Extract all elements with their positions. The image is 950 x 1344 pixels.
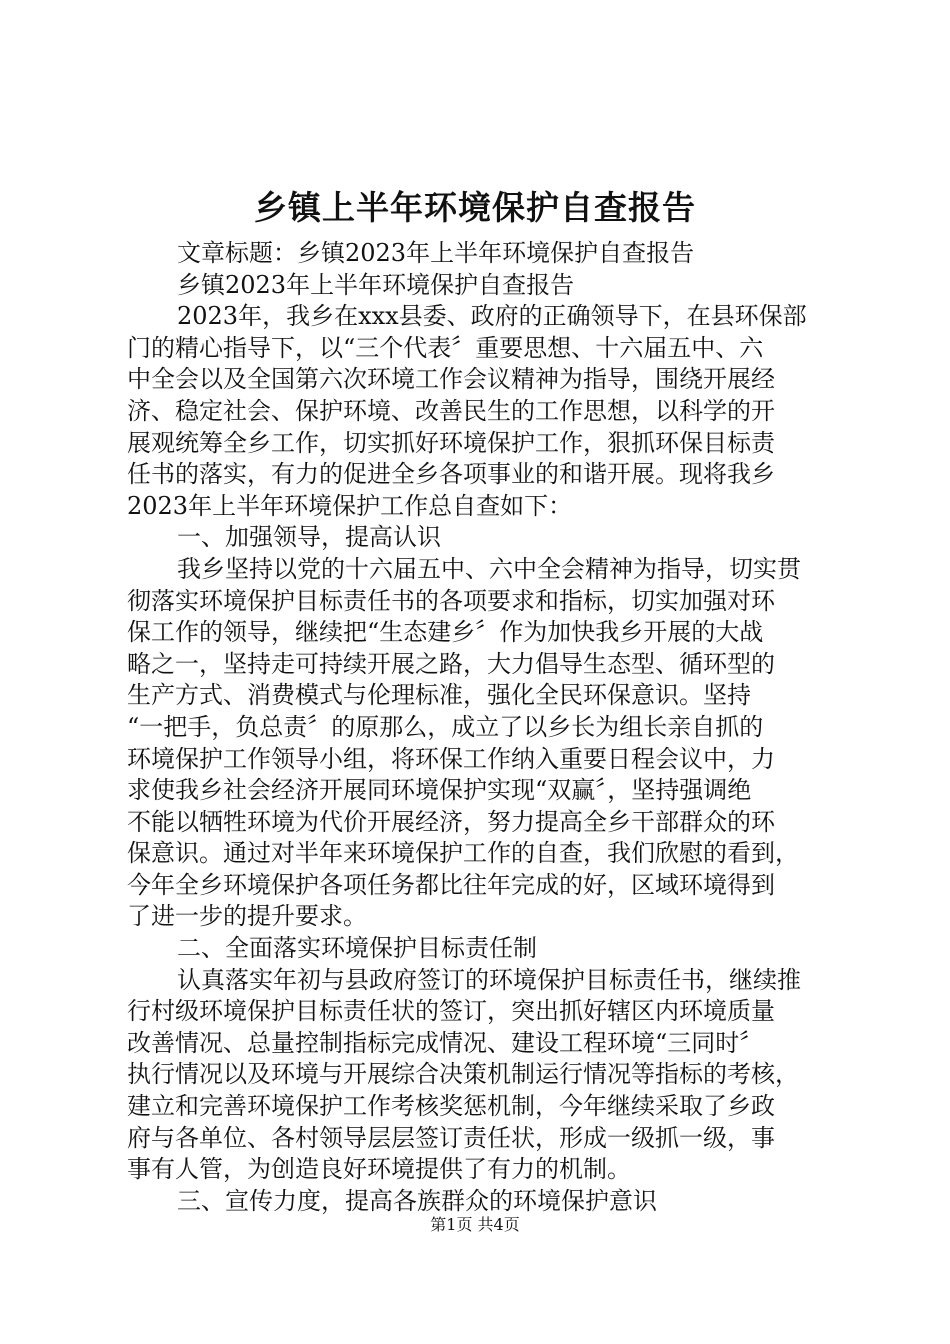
text-line: 门的精心指导下，以“三个代表〞重要思想、十六届五中、六 (127, 333, 764, 362)
text-line: 了进一步的提升要求。 (127, 902, 367, 931)
text-line: 任书的落实，有力的促进全乡各项事业的和谐开展。现将我乡 (127, 460, 775, 489)
text-line: 彻落实环境保护目标责任书的各项要求和指标，切实加强对环 (127, 586, 775, 615)
text-line: 2023年上半年环境保护工作总自查如下： (127, 491, 573, 520)
text-line: 今年全乡环境保护各项任务都比往年完成的好，区域环境得到 (127, 870, 775, 899)
text-line: 认真落实年初与县政府签订的环境保护目标责任书，继续推 (177, 965, 801, 994)
text-line: 乡镇2023年上半年环境保护自查报告 (177, 270, 575, 299)
text-line: 执行情况以及环境与开展综合决策机制运行情况等指标的考核， (127, 1060, 799, 1089)
text-line: 我乡坚持以党的十六届五中、六中全会精神为指导，切实贯 (177, 554, 801, 583)
text-line: 济、稳定社会、保护环境、改善民生的工作思想，以科学的开 (127, 396, 775, 425)
text-line: 事有人管，为创造良好环境提供了有力的机制。 (127, 1155, 631, 1184)
text-line: 求使我乡社会经济开展同环境保护实现“双赢〞，坚持强调绝 (127, 776, 752, 805)
document-title: 乡镇上半年环境保护自查报告 (254, 188, 696, 227)
document-body (127, 238, 847, 1217)
text-line: 保工作的领导，继续把“生态建乡〞作为加快我乡开展的大战 (127, 618, 764, 647)
text-line: 中全会以及全国第六次环境工作会议精神为指导，围绕开展经 (127, 365, 775, 394)
text-line: 略之一，坚持走可持续开展之路，大力倡导生态型、循环型的 (127, 649, 775, 678)
text-line: 不能以牺牲环境为代价开展经济，努力提高全乡干部群众的环 (127, 807, 775, 836)
text-line: “一把手，负总责〞的原那么，成立了以乡长为组长亲自抓的 (127, 712, 764, 741)
text-line: 展观统筹全乡工作，切实抓好环境保护工作，狠抓环保目标责 (127, 428, 775, 457)
text-line: 文章标题：乡镇2023年上半年环境保护自查报告 (177, 239, 695, 267)
text-line: 生产方式、消费模式与伦理标准，强化全民环保意识。坚持 (127, 681, 751, 710)
text-line: 行村级环境保护目标责任状的签订，突出抓好辖区内环境质量 (127, 997, 775, 1026)
text-line: 改善情况、总量控制指标完成情况、建设工程环境“三同时〞 (127, 1028, 764, 1057)
text-line: 三、宣传力度，提高各族群众的环境保护意识 (177, 1186, 657, 1215)
text-line: 建立和完善环境保护工作考核奖惩机制，今年继续采取了乡政 (127, 1092, 775, 1121)
text-line: 二、全面落实环境保护目标责任制 (177, 934, 537, 963)
text-line: 一、加强领导，提高认识 (177, 523, 441, 552)
text-line: 府与各单位、各村领导层层签订责任状，形成一级抓一级，事 (127, 1123, 775, 1152)
text-line: 保意识。通过对半年来环境保护工作的自查，我们欣慰的看到， (127, 839, 799, 868)
text-line: 2023年，我乡在xxx县委、政府的正确领导下，在县环保部 (177, 302, 807, 331)
text-line: 环境保护工作领导小组，将环保工作纳入重要日程会议中，力 (127, 744, 775, 773)
page-footer: 第1页 共4页 (430, 1215, 520, 1234)
